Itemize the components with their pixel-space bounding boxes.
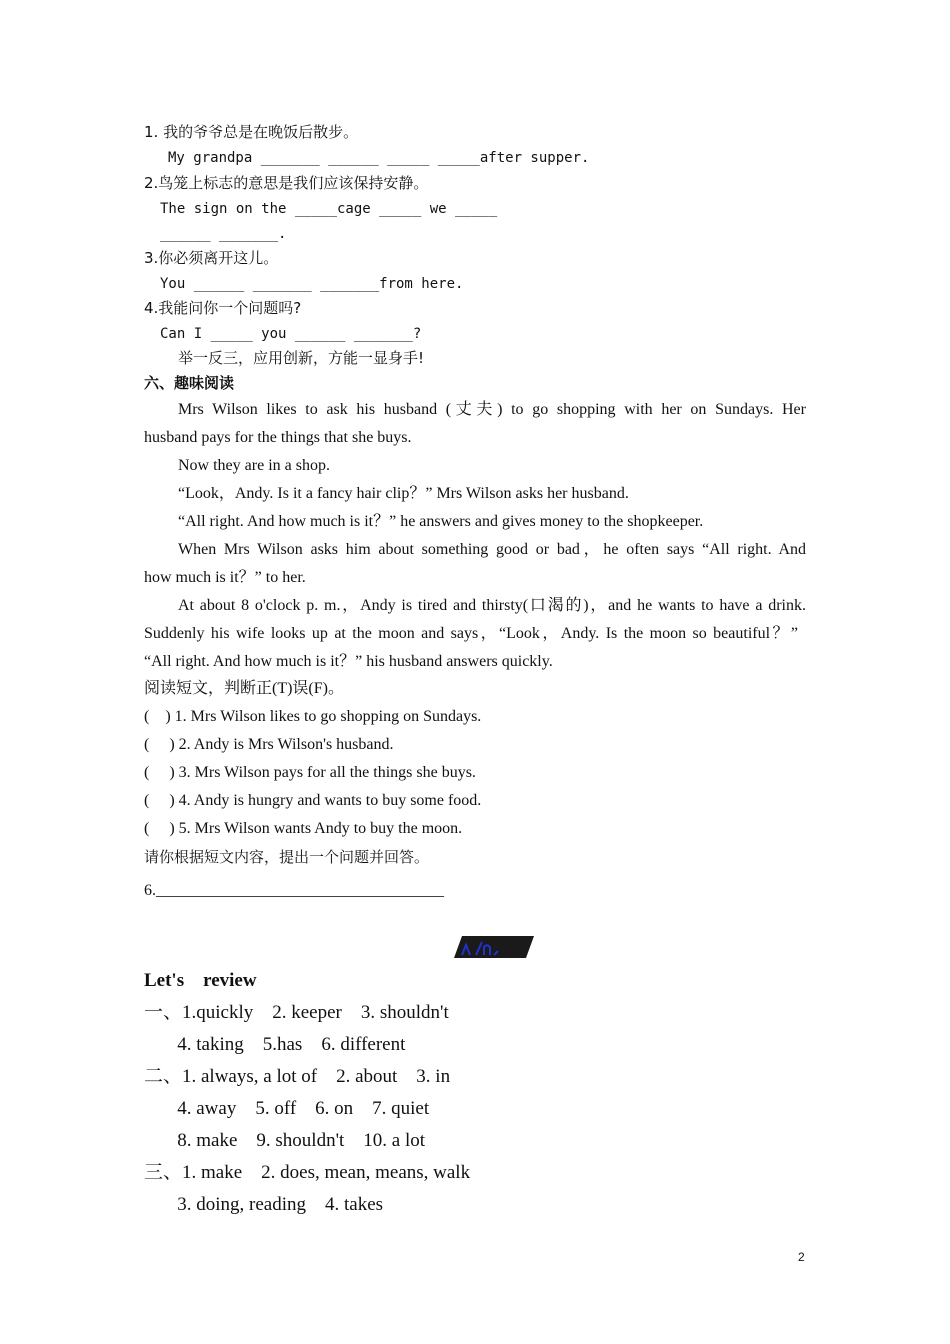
answers-heading: Let's review — [144, 970, 257, 991]
paragraph-6-line-2: Suddenly his wife looks up at the moon and says，“Look，Andy. Is the moon so beautiful？” — [144, 625, 798, 642]
paragraph-3: “Look，Andy. Is it a fancy hair clip？” Mrs Wilson asks her husband. — [178, 485, 629, 502]
tf-item-1: ( ) 1. Mrs Wilson likes to go shopping on Sundays. — [144, 708, 482, 725]
page-number: 2 — [798, 1250, 805, 1264]
answer-line-3: 二、1. always, a lot of 2. about 3. in — [144, 1066, 451, 1087]
paragraph-5-line-1: When Mrs Wilson asks him about something good or bad，he often says “All right. And — [178, 541, 806, 558]
q2-chinese: 2.鸟笼上标志的意思是我们应该保持安静。 — [144, 174, 429, 192]
paragraph-4: “All right. And how much is it？” he answers and gives money to the shopkeeper. — [178, 513, 704, 530]
tf-item-5: ( ) 5. Mrs Wilson wants Andy to buy the moon. — [144, 820, 463, 837]
q4-chinese: 4.我能问你一个问题吗? — [144, 299, 302, 317]
q4-english: Can I _____ you ______ _______? — [160, 326, 422, 342]
q2-english-line2: ______ _______. — [160, 226, 287, 242]
paragraph-6-line-3: “All right. And how much is it？” his husband answers quickly. — [144, 653, 553, 670]
question-6-blank: 6.____________________________________ — [144, 882, 444, 899]
paragraph-6-line-1: At about 8 o'clock p. m.，Andy is tired and thirsty(口渴的)，and he wants to have a drink. — [178, 597, 806, 614]
q2-english-line1: The sign on the _____cage _____ we _____ — [160, 201, 498, 217]
q1-english: My grandpa _______ ______ _____ _____after supper. — [168, 150, 590, 166]
paragraph-2: Now they are in a shop. — [178, 457, 330, 474]
answer-line-5: 8. make 9. shouldn't 10. a lot — [144, 1130, 426, 1151]
q3-chinese: 3.你必须离开这儿。 — [144, 249, 279, 267]
q1-chinese: 1. 我的爷爷总是在晚饭后散步。 — [144, 123, 359, 141]
motto: 举一反三，应用创新，方能一显身手! — [178, 349, 425, 367]
tf-instruction: 阅读短文，判断正(T)误(F)。 — [144, 680, 344, 697]
reading-heading: 六、趣味阅读 — [144, 374, 235, 392]
question-instruction: 请你根据短文内容，提出一个问题并回答。 — [144, 848, 430, 866]
answers-banner-graphic — [454, 936, 534, 958]
tf-item-3: ( ) 3. Mrs Wilson pays for all the things she buys. — [144, 764, 476, 781]
tf-item-2: ( ) 2. Andy is Mrs Wilson's husband. — [144, 736, 394, 753]
tf-item-4: ( ) 4. Andy is hungry and wants to buy some food. — [144, 792, 482, 809]
answer-line-6: 三、1. make 2. does, mean, means, walk — [144, 1162, 471, 1183]
answer-line-2: 4. taking 5.has 6. different — [144, 1034, 406, 1055]
paragraph-1-line-2: husband pays for the things that she buys. — [144, 429, 412, 446]
paragraph-5-line-2: how much is it？” to her. — [144, 569, 306, 586]
paragraph-1-line-1: Mrs Wilson likes to ask his husband (丈夫) to go shopping with her on Sundays. Her — [178, 401, 806, 418]
q3-english: You ______ _______ _______from here. — [160, 276, 464, 292]
answer-line-1: 一、1.quickly 2. keeper 3. shouldn't — [144, 1002, 449, 1023]
answer-line-4: 4. away 5. off 6. on 7. quiet — [144, 1098, 430, 1119]
answer-line-7: 3. doing, reading 4. takes — [144, 1194, 384, 1215]
